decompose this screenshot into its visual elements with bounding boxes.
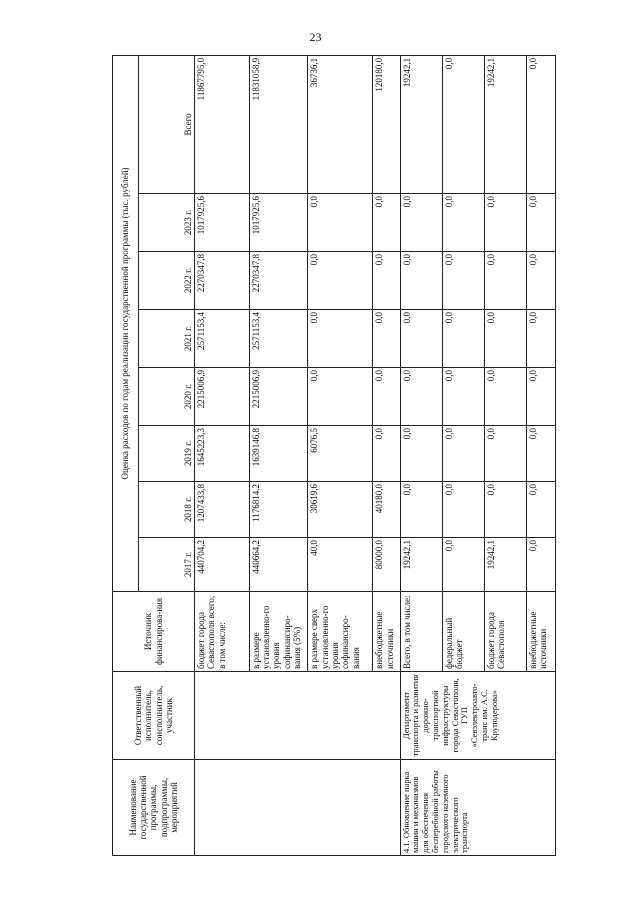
value-cell: 0,0: [526, 310, 555, 368]
value-cell: 2571153,4: [249, 310, 308, 368]
value-cell: 36736,1: [308, 55, 373, 193]
header-total: Всего: [139, 55, 195, 193]
header-year: 2019 г.: [139, 426, 195, 482]
source-cell: в размере сверх установленно-го уровня софинансиро-вания: [308, 592, 373, 672]
header-year: 2020 г.: [139, 368, 195, 426]
value-cell: 0,0: [484, 194, 526, 252]
executor-cell: Департамент транспорта и развития дорожно-транспортной инфраструктуры города Севастополя, ГУП «Севэлектроавто-транс им. А.С. Круподерова»: [400, 672, 555, 760]
source-cell: в размере установленно-го уровня софинансиро-вания (5%): [249, 592, 308, 672]
value-cell: 0,0: [484, 426, 526, 482]
value-cell: 0,0: [442, 482, 484, 538]
value-cell: 0,0: [400, 482, 442, 538]
value-cell: 0,0: [442, 55, 484, 193]
value-cell: 2215006,9: [195, 368, 250, 426]
value-cell: 19242,1: [400, 55, 442, 193]
value-cell: 0,0: [308, 194, 373, 252]
value-cell: 0,0: [400, 252, 442, 310]
value-cell: 2215006,9: [249, 368, 308, 426]
value-cell: 0,0: [484, 252, 526, 310]
source-cell: бюджет города Севастополя: [484, 592, 526, 672]
value-cell: 0,0: [308, 252, 373, 310]
value-cell: 2270347,8: [195, 252, 250, 310]
value-cell: 0,0: [373, 368, 400, 426]
source-cell: внебюджетные источники: [526, 592, 555, 672]
value-cell: 0,0: [526, 194, 555, 252]
value-cell: 0,0: [373, 194, 400, 252]
value-cell: 80000,0: [373, 538, 400, 592]
value-cell: 0,0: [400, 194, 442, 252]
source-cell: Всего, в том числе:: [400, 592, 442, 672]
value-cell: 0,0: [526, 426, 555, 482]
value-cell: 0,0: [526, 538, 555, 592]
value-cell: 6076,5: [308, 426, 373, 482]
expenditure-table: [112, 55, 556, 856]
value-cell: 0,0: [373, 426, 400, 482]
value-cell: 2270347,8: [249, 252, 308, 310]
value-cell: 2571153,4: [195, 310, 250, 368]
measure-name-cell: 4.1. Обновление парка машин и механизмов для обеспечения бесперебойной работы городского наземного электрического транспорта: [400, 760, 555, 856]
value-cell: 0,0: [484, 368, 526, 426]
page-number: 23: [309, 30, 322, 44]
value-cell: 30619,6: [308, 482, 373, 538]
header-year: 2022 г.: [139, 252, 195, 310]
value-cell: 19242,1: [484, 538, 526, 592]
source-cell: бюджет города Севастополя всего, в том числе:: [195, 592, 250, 672]
value-cell: 0,0: [373, 252, 400, 310]
value-cell: 440704,2: [195, 538, 250, 592]
rotated-table-container: [112, 56, 556, 856]
value-cell: 11867795,0: [195, 55, 250, 193]
header-year: 2023 г.: [139, 194, 195, 252]
value-cell: 0,0: [484, 482, 526, 538]
empty-executor-cell: [195, 672, 401, 760]
value-cell: 440664,2: [249, 538, 308, 592]
value-cell: 0,0: [526, 368, 555, 426]
header-year: 2021 г.: [139, 310, 195, 368]
value-cell: 1017925,6: [195, 194, 250, 252]
value-cell: 0,0: [442, 368, 484, 426]
table-row: [400, 55, 442, 855]
source-cell: федеральный бюджет: [442, 592, 484, 672]
value-cell: 1176814,2: [249, 482, 308, 538]
value-cell: 1207433,8: [195, 482, 250, 538]
table-row: [195, 55, 250, 855]
value-cell: 0,0: [308, 368, 373, 426]
source-cell: внебюджетные источники: [373, 592, 400, 672]
value-cell: 0,0: [400, 426, 442, 482]
value-cell: 1645223,3: [195, 426, 250, 482]
value-cell: 0,0: [526, 55, 555, 193]
value-cell: 0,0: [442, 252, 484, 310]
value-cell: 0,0: [442, 194, 484, 252]
header-executor: Ответственный исполнитель, соисполнитель, участник: [113, 672, 195, 760]
value-cell: 19242,1: [484, 55, 526, 193]
value-cell: 0,0: [400, 368, 442, 426]
value-cell: 0,0: [400, 310, 442, 368]
value-cell: 0,0: [526, 482, 555, 538]
value-cell: 120180,0: [373, 55, 400, 193]
header-estimate: Оценка расходов по годам реализации государственной программы (тыс. рублей): [113, 55, 139, 591]
value-cell: 11831058,9: [249, 55, 308, 193]
value-cell: 0,0: [308, 310, 373, 368]
value-cell: 1639146,8: [249, 426, 308, 482]
value-cell: 0,0: [442, 538, 484, 592]
header-name: Наименование государственной программы, подпрограммы, мероприятий: [113, 760, 195, 856]
header-source: Источник финансирова-ния: [113, 592, 195, 672]
value-cell: 0,0: [373, 310, 400, 368]
header-year: 2017 г.: [139, 538, 195, 592]
value-cell: 0,0: [526, 252, 555, 310]
header-year: 2018 г.: [139, 482, 195, 538]
value-cell: 0,0: [442, 426, 484, 482]
value-cell: 40,0: [308, 538, 373, 592]
value-cell: 1017925,6: [249, 194, 308, 252]
empty-name-cell: [195, 760, 401, 856]
value-cell: 19242,1: [400, 538, 442, 592]
value-cell: 0,0: [484, 310, 526, 368]
value-cell: 40180,0: [373, 482, 400, 538]
value-cell: 0,0: [442, 310, 484, 368]
